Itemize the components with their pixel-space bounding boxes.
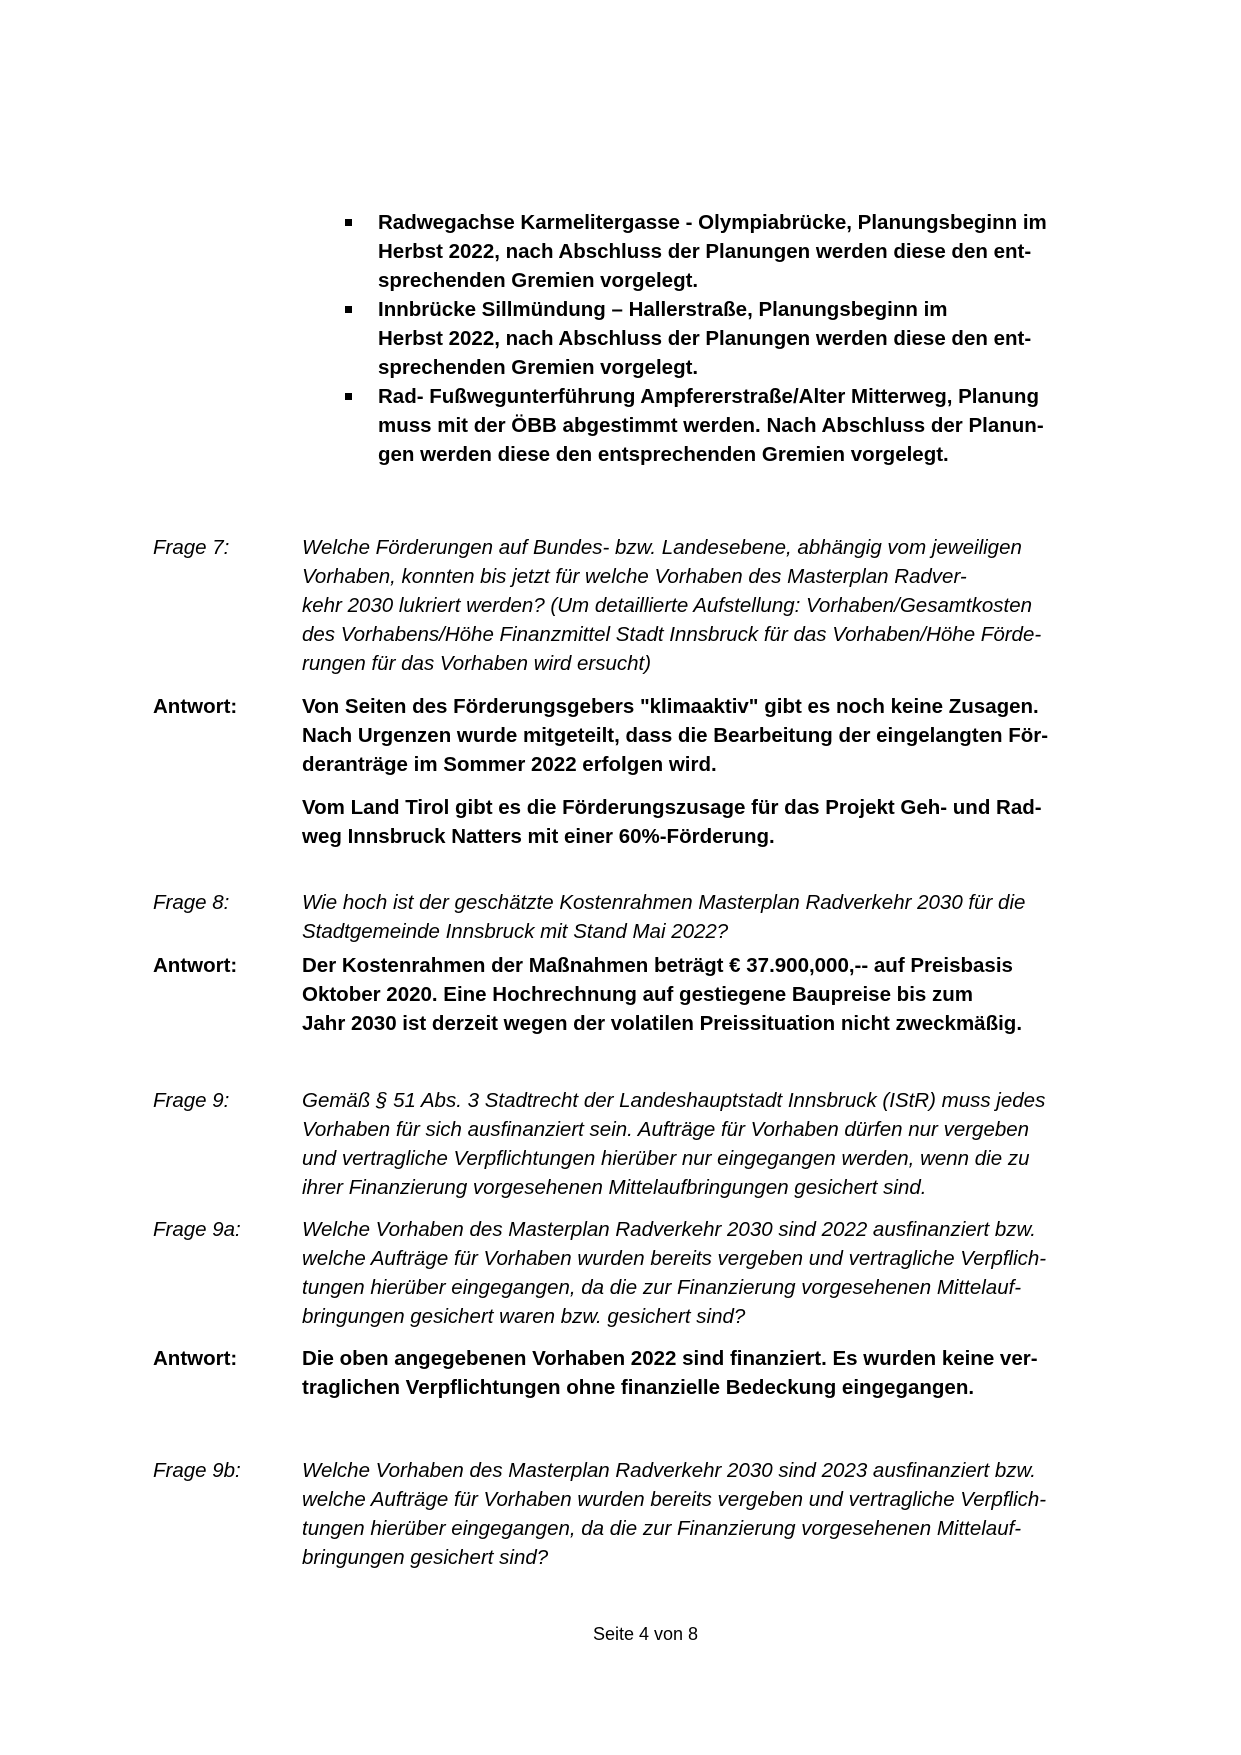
question-text	[302, 1086, 1045, 1202]
answer-text	[302, 1344, 1038, 1402]
text-line: rungen für das Vorhaben wird ersucht)	[302, 652, 652, 675]
text-line: Herbst 2022, nach Abschluss der Planungen werden diese den ent-	[378, 327, 1032, 350]
text-line: weg Innsbruck Natters mit einer 60%-Förderung.	[302, 825, 775, 848]
text-line: Vorhaben, konnten bis jetzt für welche Vorhaben des Masterplan Radver-	[302, 565, 967, 588]
question-label: Frage 7:	[153, 536, 230, 559]
text-line: des Vorhabens/Höhe Finanzmittel Stadt Innsbruck für das Vorhaben/Höhe Förde-	[302, 623, 1042, 646]
question-text	[302, 888, 1025, 946]
text-line: Welche Vorhaben des Masterplan Radverkehr 2030 sind 2023 ausfinanziert bzw.	[302, 1459, 1036, 1482]
question-label: Frage 9b:	[153, 1459, 241, 1482]
text-line: Welche Förderungen auf Bundes- bzw. Landesebene, abhängig vom jeweiligen	[302, 536, 1022, 559]
answer-text	[302, 951, 1022, 1038]
text-line: Vom Land Tirol gibt es die Förderungszusage für das Projekt Geh- und Rad-	[302, 796, 1042, 819]
text-line: tungen hierüber eingegangen, da die zur Finanzierung vorgesehenen Mittelauf-	[302, 1276, 1022, 1299]
answer-text	[302, 692, 1048, 779]
text-line: Vorhaben für sich ausfinanziert sein. Aufträge für Vorhaben dürfen nur vergeben	[302, 1118, 1030, 1141]
text-line: welche Aufträge für Vorhaben wurden bereits vergeben und vertragliche Verpflich-	[302, 1247, 1047, 1270]
answer-label: Antwort:	[153, 1347, 238, 1370]
bullet-square-icon	[345, 393, 352, 400]
text-line: Nach Urgenzen wurde mitgeteilt, dass die Bearbeitung der eingelangten För-	[302, 724, 1049, 747]
text-line: tungen hierüber eingegangen, da die zur Finanzierung vorgesehenen Mittelauf-	[302, 1517, 1022, 1540]
text-line: gen werden diese den entsprechenden Gremien vorgelegt.	[378, 443, 949, 466]
question-label: Frage 9:	[153, 1089, 230, 1112]
bullet-text	[378, 382, 1044, 469]
text-line: Innbrücke Sillmündung – Hallerstraße, Planungsbeginn im	[378, 298, 948, 321]
text-line: Herbst 2022, nach Abschluss der Planungen werden diese den ent-	[378, 240, 1032, 263]
text-line: und vertragliche Verpflichtungen hierüber nur eingegangen werden, wenn die zu	[302, 1147, 1030, 1170]
text-line: welche Aufträge für Vorhaben wurden bereits vergeben und vertragliche Verpflich-	[302, 1488, 1047, 1511]
bullet-text	[378, 208, 1047, 295]
text-line: Rad- Fußwegunterführung Ampfererstraße/Alter Mitterweg, Planung	[378, 385, 1039, 408]
bullet-square-icon	[345, 219, 352, 226]
question-label: Frage 9a:	[153, 1218, 241, 1241]
text-line: Wie hoch ist der geschätzte Kostenrahmen Masterplan Radverkehr 2030 für die	[302, 891, 1026, 914]
answer-label: Antwort:	[153, 954, 238, 977]
text-line: Von Seiten des Förderungsgebers "klimaaktiv" gibt es noch keine Zusagen.	[302, 695, 1039, 718]
question-label: Frage 8:	[153, 891, 230, 914]
text-line: Welche Vorhaben des Masterplan Radverkehr 2030 sind 2022 ausfinanziert bzw.	[302, 1218, 1036, 1241]
text-line: Stadtgemeinde Innsbruck mit Stand Mai 2022?	[302, 920, 729, 943]
text-line: Die oben angegebenen Vorhaben 2022 sind finanziert. Es wurden keine ver-	[302, 1347, 1038, 1370]
text-line: bringungen gesichert sind?	[302, 1546, 549, 1569]
bullet-text	[378, 295, 1031, 382]
question-text	[302, 1456, 1046, 1572]
text-line: Jahr 2030 ist derzeit wegen der volatilen Preissituation nicht zweckmäßig.	[302, 1012, 1023, 1035]
text-line: bringungen gesichert waren bzw. gesichert sind?	[302, 1305, 746, 1328]
question-text	[302, 533, 1041, 678]
text-line: Gemäß § 51 Abs. 3 Stadtrecht der Landeshauptstadt Innsbruck (IStR) muss jedes	[302, 1089, 1046, 1112]
answer-label: Antwort:	[153, 695, 238, 718]
text-line: sprechenden Gremien vorgelegt.	[378, 356, 699, 379]
bullet-square-icon	[345, 306, 352, 313]
question-text	[302, 1215, 1046, 1331]
text-line: Radwegachse Karmelitergasse - Olympiabrücke, Planungsbeginn im	[378, 211, 1047, 234]
text-line: ihrer Finanzierung vorgesehenen Mittelaufbringungen gesichert sind.	[302, 1176, 927, 1199]
answer-text	[302, 793, 1042, 851]
text-line: traglichen Verpflichtungen ohne finanzielle Bedeckung eingegangen.	[302, 1376, 975, 1399]
text-line: kehr 2030 lukriert werden? (Um detaillierte Aufstellung: Vorhaben/Gesamtkosten	[302, 594, 1033, 617]
text-line: Oktober 2020. Eine Hochrechnung auf gestiegene Baupreise bis zum	[302, 983, 973, 1006]
text-line: deranträge im Sommer 2022 erfolgen wird.	[302, 753, 717, 776]
page-number: Seite 4 von 8	[592, 1624, 699, 1644]
text-line: Der Kostenrahmen der Maßnahmen beträgt € 37.900,000,-- auf Preisbasis	[302, 954, 1013, 977]
text-line: sprechenden Gremien vorgelegt.	[378, 269, 699, 292]
text-line: muss mit der ÖBB abgestimmt werden. Nach Abschluss der Planun-	[378, 414, 1044, 437]
